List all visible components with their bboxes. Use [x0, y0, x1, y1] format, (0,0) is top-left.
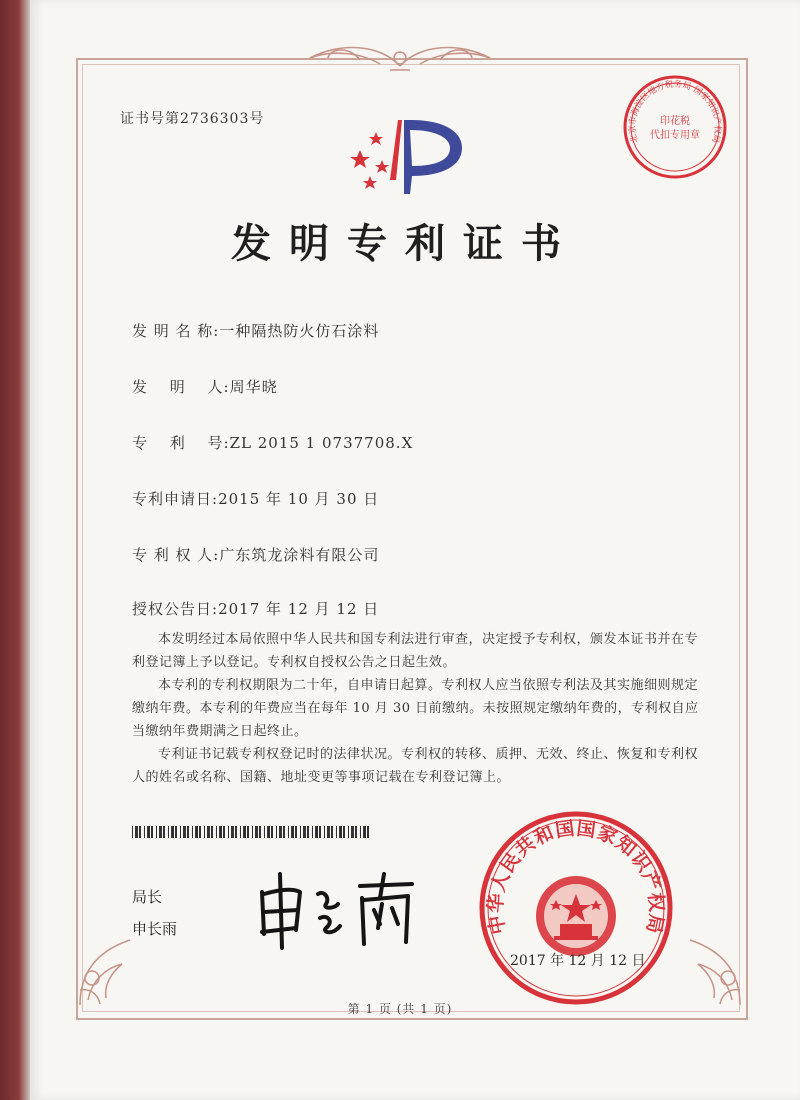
barcode-bar: [235, 826, 237, 838]
barcode-bar: [343, 826, 345, 838]
field-label: 专 利 号:: [132, 434, 230, 452]
field-label: 授权公告日:: [132, 600, 219, 618]
barcode-bar: [139, 826, 141, 838]
barcode-bar: [324, 826, 325, 838]
barcode-bar: [295, 826, 297, 838]
field-value: ZL 2015 1 0737708.X: [229, 434, 414, 452]
barcode-bar: [180, 826, 181, 838]
field-value: 广东筑龙涂料有限公司: [219, 546, 380, 564]
field-patentee: [132, 544, 379, 565]
field-value: 周华晓: [229, 378, 278, 396]
barcode-bar: [351, 826, 354, 838]
certificate-number: 证书号第2736303号: [120, 111, 265, 127]
barcode-bar: [279, 826, 282, 838]
barcode-bar: [163, 826, 165, 838]
barcode-bar: [271, 826, 273, 838]
barcode-bar: [219, 826, 222, 838]
director-name: 申长雨: [132, 920, 178, 938]
barcode-bar: [331, 826, 333, 838]
barcode-bar: [252, 826, 253, 838]
barcode-bar: [339, 826, 342, 838]
field-label: 发 明 名 称:: [132, 322, 220, 340]
barcode-bar: [348, 826, 349, 838]
corner-ornament-bottom-right: [680, 930, 750, 1010]
barcode-bar: [367, 826, 369, 838]
field-invention-name: [132, 320, 379, 341]
barcode-bar: [207, 826, 210, 838]
barcode-bar: [231, 826, 234, 838]
corner-ornament-bottom-left: [70, 930, 140, 1010]
barcode-bar: [300, 826, 301, 838]
body-paragraph: 专利证书记载专利权登记时的法律状况。专利权的转移、质押、无效、终止、恢复和专利权人的姓名或名称、国籍、地址变更等事项记载在专利登记簿上。: [132, 747, 699, 785]
barcode-bar: [307, 826, 309, 838]
barcode-bar: [327, 826, 330, 838]
field-value: 2017 年 12 月 12 日: [218, 600, 380, 618]
barcode-bar: [171, 826, 174, 838]
barcode-bar: [147, 826, 150, 838]
barcode-bar: [288, 826, 289, 838]
barcode-bar: [132, 826, 133, 838]
barcode-bar: [259, 826, 261, 838]
certificate-title: 发明专利证书: [231, 220, 579, 267]
stamp-center-line2: 代扣专用章: [650, 130, 700, 141]
barcode-bar: [291, 826, 294, 838]
barcode-bar: [360, 826, 361, 838]
barcode-bar: [159, 826, 162, 838]
tax-stamp-icon: [620, 72, 730, 182]
barcode-bar: [319, 826, 321, 838]
barcode-bar: [199, 826, 201, 838]
barcode-bar: [312, 826, 313, 838]
barcode-bar: [156, 826, 157, 838]
barcode-bar: [276, 826, 277, 838]
barcode-bar: [192, 826, 193, 838]
certificate-body-text: [132, 628, 702, 789]
barcode: [132, 826, 372, 838]
field-filing-date: [132, 488, 379, 509]
field-value: 一种隔热防火仿石涂料: [219, 322, 380, 340]
field-grant-date: [132, 598, 379, 619]
barcode-bar: [315, 826, 318, 838]
barcode-bar: [240, 826, 241, 838]
barcode-bar: [195, 826, 198, 838]
body-paragraph: 本专利的专利权期限为二十年，自申请日起算。专利权人应当依照专利法及其实施细则规定缴纳年费。本专利的年费应当在每年 10 月 30 日前缴纳。未按照规定缴纳年费的，专利权自应当缴纳年费期满之日起终止。: [132, 678, 699, 739]
field-label: 专 利 权 人:: [132, 546, 220, 564]
barcode-bar: [216, 826, 217, 838]
barcode-bar: [355, 826, 357, 838]
barcode-bar: [255, 826, 258, 838]
barcode-bar: [204, 826, 205, 838]
barcode-bar: [243, 826, 246, 838]
director-title: 局长: [132, 888, 163, 906]
top-ornament: [300, 36, 500, 76]
official-seal-icon: [476, 808, 676, 1008]
barcode-bar: [211, 826, 213, 838]
field-inventor: [132, 376, 278, 397]
seal-date: 2017 年 12 月 12 日: [510, 953, 646, 969]
barcode-bar: [135, 826, 138, 838]
barcode-bar: [247, 826, 249, 838]
field-patent-number: [132, 432, 413, 453]
body-paragraph: 本发明经过本局依照中华人民共和国专利法进行审查，决定授予专利权，颁发本证书并在专利登记簿上予以登记。专利权自授权公告之日起生效。: [132, 632, 699, 670]
field-label: 专利申请日:: [132, 490, 219, 508]
barcode-bar: [144, 826, 145, 838]
barcode-bar: [168, 826, 169, 838]
stamp-ring-text: 北京市海淀区地方税务局 国家知识产权局: [627, 79, 723, 144]
barcode-bar: [267, 826, 270, 838]
book-spine: [0, 0, 34, 1100]
seal-ring-text: 中华人民共和国国家知识产权局: [484, 817, 668, 937]
field-label: 发 明 人:: [132, 378, 230, 396]
barcode-bar: [264, 826, 265, 838]
barcode-bar: [223, 826, 225, 838]
barcode-bar: [303, 826, 306, 838]
barcode-bar: [183, 826, 186, 838]
barcode-bar: [363, 826, 366, 838]
barcode-bar: [228, 826, 229, 838]
barcode-bar: [283, 826, 285, 838]
barcode-bar: [187, 826, 189, 838]
stamp-center-line1: 印花税: [660, 116, 690, 127]
page-indicator: 第 1 页 (共 1 页): [347, 1002, 453, 1016]
sipo-logo-icon: [350, 110, 470, 196]
field-value: 2015 年 10 月 30 日: [218, 490, 380, 508]
barcode-bar: [336, 826, 337, 838]
barcode-bar: [151, 826, 153, 838]
barcode-bar: [175, 826, 177, 838]
director-signature: [252, 864, 422, 950]
